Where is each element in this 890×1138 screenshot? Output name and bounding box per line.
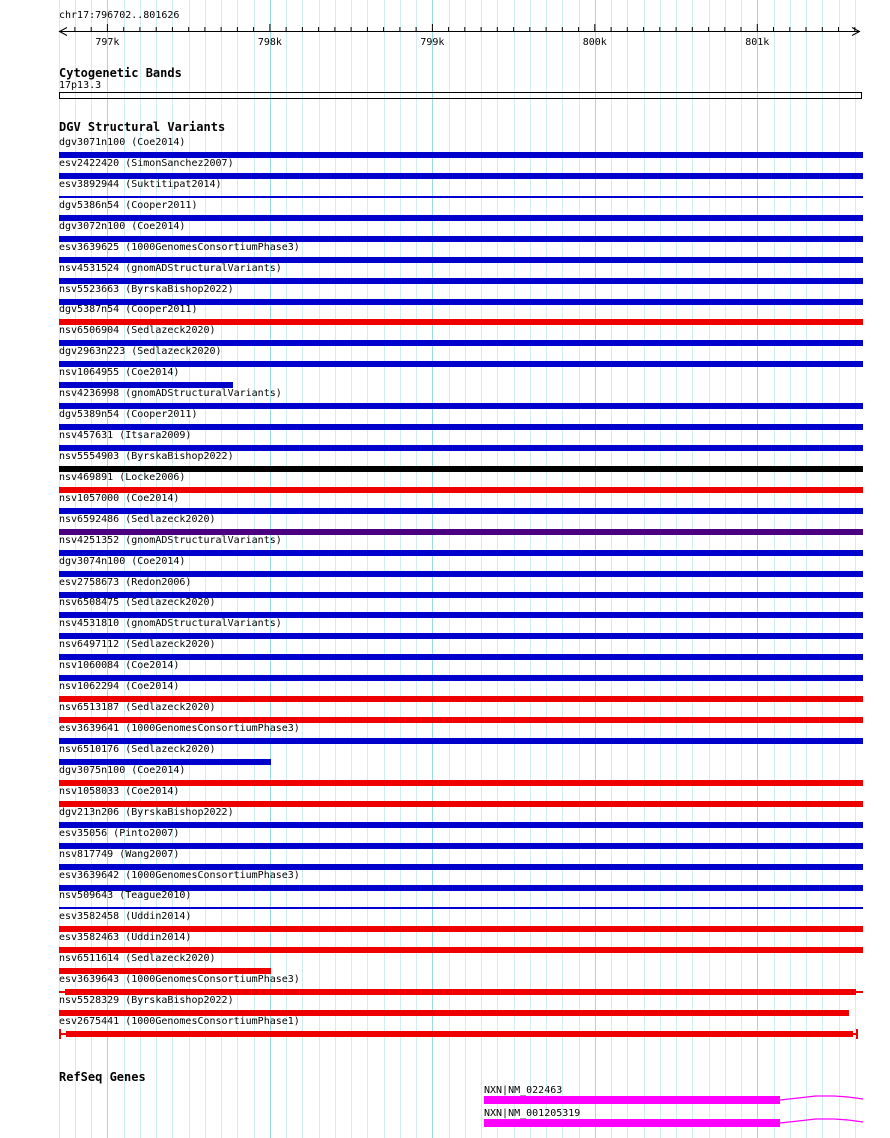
- grid-line: [351, 0, 352, 1138]
- variant-bar[interactable]: [59, 780, 863, 786]
- grid-line: [286, 0, 287, 1138]
- variant-range-cap[interactable]: [59, 1029, 61, 1039]
- variant-label[interactable]: nsv6510176 (Sedlazeck2020): [59, 744, 216, 755]
- ruler-axis[interactable]: [0, 0, 890, 52]
- grid-line: [660, 0, 661, 1138]
- variant-bar[interactable]: [66, 1031, 853, 1037]
- variant-label[interactable]: nsv1062294 (Coe2014): [59, 681, 180, 692]
- grid-line: [497, 0, 498, 1138]
- variant-label[interactable]: dgv3074n100 (Coe2014): [59, 556, 186, 567]
- variant-label[interactable]: dgv5389n54 (Cooper2011): [59, 409, 198, 420]
- variant-label[interactable]: nsv4251352 (gnomADStructuralVariants): [59, 535, 282, 546]
- variant-label[interactable]: nsv4236998 (gnomADStructuralVariants): [59, 388, 282, 399]
- variant-bar[interactable]: [59, 487, 863, 493]
- gene-intron-line: [780, 1093, 863, 1105]
- variant-label[interactable]: nsv4531810 (gnomADStructuralVariants): [59, 618, 282, 629]
- variant-label[interactable]: nsv1064955 (Coe2014): [59, 367, 180, 378]
- grid-line: [449, 0, 450, 1138]
- variant-bar[interactable]: [59, 675, 863, 681]
- grid-line: [692, 0, 693, 1138]
- grid-line: [790, 0, 791, 1138]
- grid-line: [806, 0, 807, 1138]
- gene-bar[interactable]: [484, 1096, 780, 1104]
- grid-line: [774, 0, 775, 1138]
- variant-label[interactable]: dgv5387n54 (Cooper2011): [59, 304, 198, 315]
- variant-label[interactable]: nsv6592486 (Sedlazeck2020): [59, 514, 216, 525]
- variant-label[interactable]: dgv3075n100 (Coe2014): [59, 765, 186, 776]
- variant-range-cap[interactable]: [856, 1029, 858, 1039]
- variant-label[interactable]: nsv1058033 (Coe2014): [59, 786, 180, 797]
- grid-line: [741, 0, 742, 1138]
- grid-line: [627, 0, 628, 1138]
- gene-bar[interactable]: [484, 1119, 780, 1127]
- grid-line: [302, 0, 303, 1138]
- ruler-tick-label: 799k: [420, 37, 445, 48]
- variant-label[interactable]: nsv469891 (Locke2006): [59, 472, 186, 483]
- variant-label[interactable]: esv3582463 (Uddin2014): [59, 932, 192, 943]
- grid-line: [465, 0, 466, 1138]
- variant-label[interactable]: nsv1057000 (Coe2014): [59, 493, 180, 504]
- gene-label[interactable]: NXN|NM_022463: [484, 1085, 563, 1096]
- ruler-tick-label: 801k: [745, 37, 770, 48]
- grid-line: [562, 0, 563, 1138]
- variant-label[interactable]: dgv5386n54 (Cooper2011): [59, 200, 198, 211]
- variant-label[interactable]: nsv6511614 (Sedlazeck2020): [59, 953, 216, 964]
- variant-bar[interactable]: [59, 843, 863, 849]
- grid-line: [757, 0, 758, 1138]
- variant-label[interactable]: esv3639641 (1000GenomesConsortiumPhase3): [59, 723, 300, 734]
- grid-line: [432, 0, 433, 1138]
- grid-line: [416, 0, 417, 1138]
- variant-label[interactable]: nsv6497112 (Sedlazeck2020): [59, 639, 216, 650]
- variant-bar[interactable]: [59, 654, 863, 660]
- variant-label[interactable]: esv3892944 (Suktitipat2014): [59, 179, 222, 190]
- variant-label[interactable]: nsv6506904 (Sedlazeck2020): [59, 325, 216, 336]
- variant-label[interactable]: esv2758673 (Redon2006): [59, 577, 192, 588]
- variant-label[interactable]: esv35056 (Pinto2007): [59, 828, 180, 839]
- variant-label[interactable]: esv2422420 (SimonSanchez2007): [59, 158, 234, 169]
- dgv-heading: DGV Structural Variants: [59, 120, 226, 134]
- gene-label[interactable]: NXN|NM_001205319: [484, 1108, 581, 1119]
- variant-label[interactable]: nsv5523663 (ByrskaBishop2022): [59, 284, 234, 295]
- cytoband-label: 17p13.3: [59, 80, 102, 91]
- cytobands-heading: Cytogenetic Bands: [59, 66, 182, 80]
- grid-line: [725, 0, 726, 1138]
- variant-label[interactable]: nsv6513187 (Sedlazeck2020): [59, 702, 216, 713]
- variant-label[interactable]: dgv213n206 (ByrskaBishop2022): [59, 807, 234, 818]
- grid-line: [839, 0, 840, 1138]
- grid-line: [676, 0, 677, 1138]
- variant-label[interactable]: esv3582458 (Uddin2014): [59, 911, 192, 922]
- variant-label[interactable]: dgv3072n100 (Coe2014): [59, 221, 186, 232]
- grid-line: [822, 0, 823, 1138]
- variant-label[interactable]: nsv5554903 (ByrskaBishop2022): [59, 451, 234, 462]
- grid-line: [579, 0, 580, 1138]
- variant-label[interactable]: nsv1060084 (Coe2014): [59, 660, 180, 671]
- grid-line: [481, 0, 482, 1138]
- variant-label[interactable]: nsv817749 (Wang2007): [59, 849, 180, 860]
- variant-range-line[interactable]: [59, 196, 863, 198]
- variant-label[interactable]: nsv457631 (Itsara2009): [59, 430, 192, 441]
- grid-line: [595, 0, 596, 1138]
- variant-label[interactable]: nsv6508475 (Sedlazeck2020): [59, 597, 216, 608]
- grid-line: [367, 0, 368, 1138]
- grid-line: [546, 0, 547, 1138]
- variant-label[interactable]: esv2675441 (1000GenomesConsortiumPhase1): [59, 1016, 300, 1027]
- variant-range-line[interactable]: [59, 907, 863, 909]
- gene-intron-line: [780, 1116, 863, 1128]
- variant-bar[interactable]: [59, 361, 863, 367]
- variant-label[interactable]: esv3639643 (1000GenomesConsortiumPhase3): [59, 974, 300, 985]
- grid-line: [530, 0, 531, 1138]
- variant-label[interactable]: esv3639625 (1000GenomesConsortiumPhase3): [59, 242, 300, 253]
- ruler-tick-label: 798k: [257, 37, 282, 48]
- variant-label[interactable]: dgv2963n223 (Sedlazeck2020): [59, 346, 222, 357]
- grid-line: [400, 0, 401, 1138]
- ruler-tick-label: 800k: [582, 37, 607, 48]
- grid-line: [611, 0, 612, 1138]
- grid-line: [855, 0, 856, 1138]
- grid-line: [319, 0, 320, 1138]
- cytoband-bar[interactable]: [59, 92, 862, 99]
- variant-label[interactable]: esv3639642 (1000GenomesConsortiumPhase3): [59, 870, 300, 881]
- grid-line: [384, 0, 385, 1138]
- grid-line: [709, 0, 710, 1138]
- variant-label[interactable]: nsv509643 (Teague2010): [59, 890, 192, 901]
- variant-label[interactable]: dgv3071n100 (Coe2014): [59, 137, 186, 148]
- variant-label[interactable]: nsv4531524 (gnomADStructuralVariants): [59, 263, 282, 274]
- grid-line: [514, 0, 515, 1138]
- ruler-tick-label: 797k: [95, 37, 120, 48]
- refseq-heading: RefSeq Genes: [59, 1070, 146, 1084]
- grid-line: [644, 0, 645, 1138]
- variant-label[interactable]: nsv5528329 (ByrskaBishop2022): [59, 995, 234, 1006]
- position-label: chr17:796702..801626: [59, 10, 180, 21]
- grid-line: [335, 0, 336, 1138]
- variant-bar[interactable]: [59, 822, 863, 828]
